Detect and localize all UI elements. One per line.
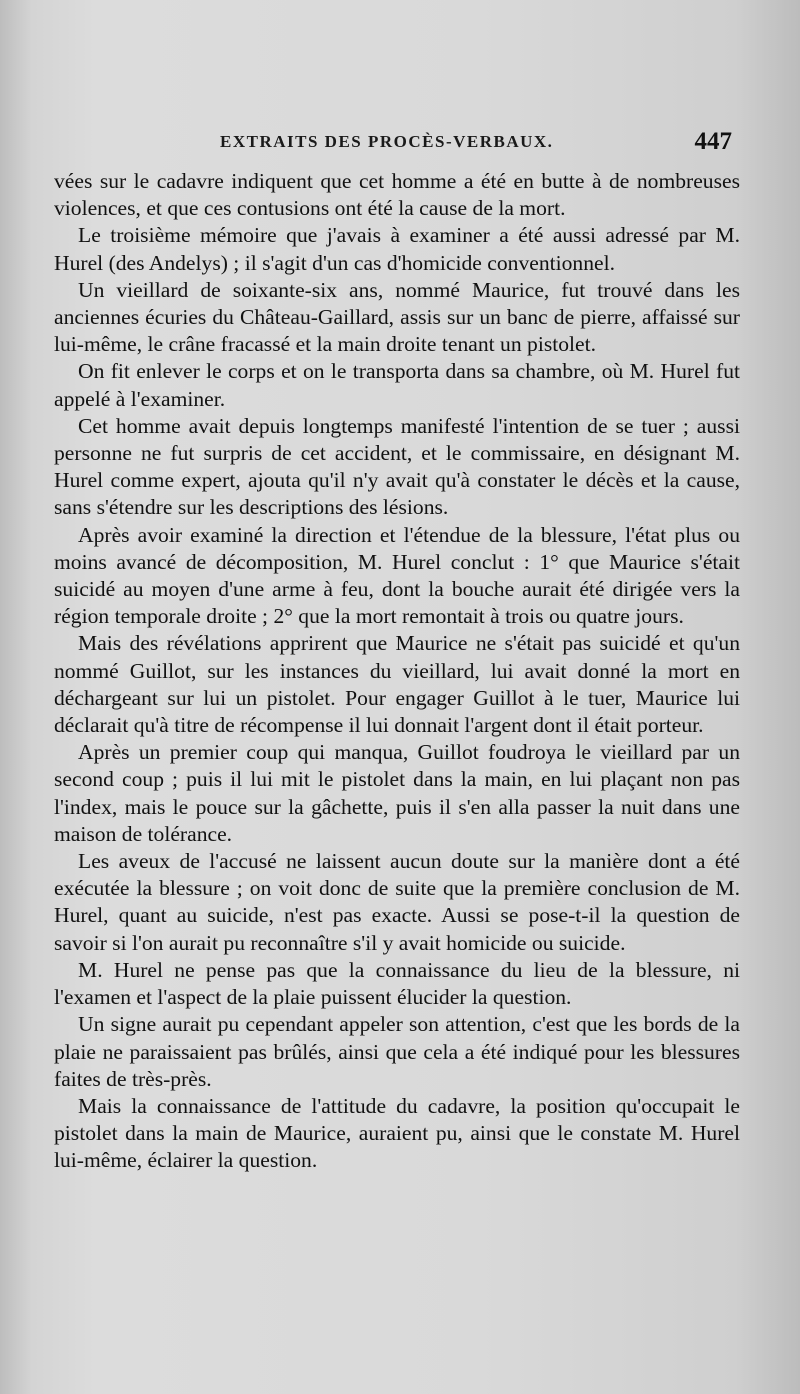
paragraph: Mais la connaissance de l'attitude du cadavre, la position qu'occupait le pistolet dans la main de Maurice, auraient pu, ainsi que le constate M. Hurel lui-même, éclairer la question.: [54, 1093, 740, 1173]
paragraph: Un vieillard de soixante-six ans, nommé Maurice, fut trouvé dans les anciennes écuries du Château-Gaillard, assis sur un banc de pierre, affaissé sur lui-même, le crâne fracassé et la main droite tenant un pistolet.: [54, 277, 740, 357]
paragraph: Un signe aurait pu cependant appeler son attention, c'est que les bords de la plaie ne paraissaient pas brûlés, ainsi que cela a été indiqué pour les blessures faites de très-près.: [54, 1012, 740, 1091]
paragraph: Les aveux de l'accusé ne laissent aucun doute sur la manière dont a été exécutée la blessure ; on voit donc de suite que la première conclusion de M. Hurel, quant au suicide, n'est pas exacte. Aussi se pose-t-il la question de savoir si l'on aurait pu reconnaître s'il y avait homicide ou suicide.: [54, 849, 740, 955]
page-number: 447: [694, 128, 732, 155]
paragraph: Mais des révélations apprirent que Maurice ne s'était pas suicidé et qu'un nommé Guillot, sur les instances du vieillard, lui avait donné la mort en déchargeant sur lui un pistolet. Pour engager Guillot à le tuer, Maurice lui déclarait qu'à titre de récompense il lui donnait l'argent dont il était porteur.: [54, 631, 740, 738]
paragraph: Le troisième mémoire que j'avais à examiner a été aussi adressé par M. Hurel (des Andelys) ; il s'agit d'un cas d'homicide conventionnel.: [54, 223, 740, 275]
paragraph: vées sur le cadavre indiquent que cet homme a été en butte à de nombreuses violences, et que ces contusions ont été la cause de la mort.: [54, 169, 740, 221]
paragraph: Après avoir examiné la direction et l'étendue de la blessure, l'état plus ou moins avancé de décomposition, M. Hurel conclut : 1° que Maurice s'était suicidé au moyen d'une arme à feu, dont la bouche aurait été dirigée vers la région temporale droite ; 2° que la mort remontait à trois ou quatre jours.: [54, 522, 740, 629]
running-title: EXTRAITS DES PROCÈS-VERBAUX.: [220, 132, 554, 151]
body-text: [54, 168, 740, 1175]
paragraph: Cet homme avait depuis longtemps manifesté l'intention de se tuer ; aussi personne ne fut surpris de cet accident, et le commissaire, en désignant M. Hurel comme expert, ajouta qu'il n'y avait qu'à constater le décès et la cause, sans s'étendre sur les descriptions des lésions.: [54, 413, 740, 520]
paragraph: On fit enlever le corps et on le transporta dans sa chambre, où M. Hurel fut appelé à l'examiner.: [54, 359, 740, 411]
page-header: [52, 128, 742, 158]
paragraph: Après un premier coup qui manqua, Guillot foudroya le vieillard par un second coup ; puis il lui mit le pistolet dans la main, en lui plaçant non pas l'index, mais le pouce sur la gâchette, puis il s'en alla passer la nuit dans une maison de tolérance.: [54, 740, 740, 846]
paragraph: M. Hurel ne pense pas que la connaissance du lieu de la blessure, ni l'examen et l'aspect de la plaie puissent élucider la question.: [54, 957, 740, 1010]
